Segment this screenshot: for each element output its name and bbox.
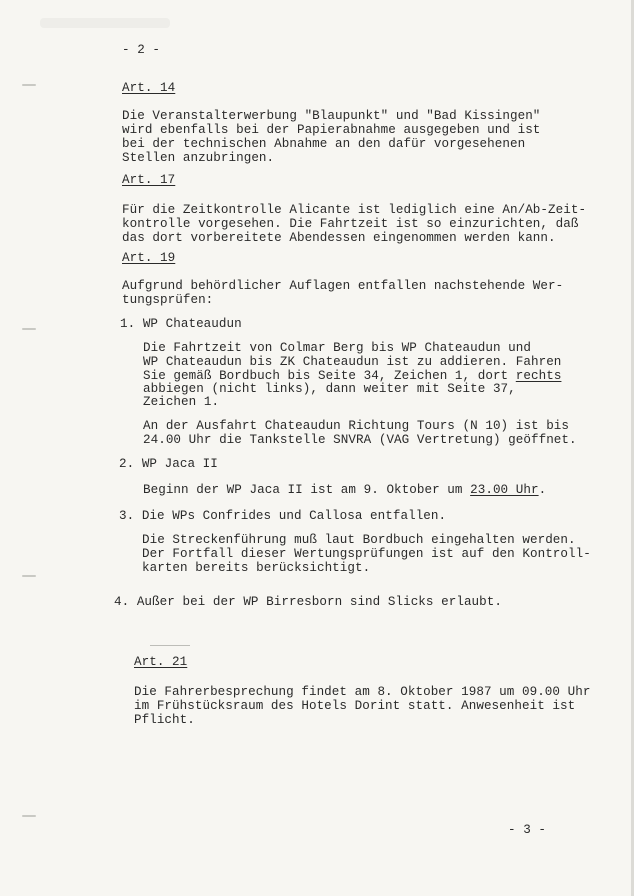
punch-mark (22, 575, 36, 577)
art19-item2-title: 2. WP Jaca II (119, 457, 218, 471)
art19-intro-line: tungsprüfen: (122, 293, 214, 307)
art14-line: Die Veranstalterwerbung "Blaupunkt" und "Bad Kissingen" (122, 109, 541, 123)
art21-line: Pflicht. (134, 713, 195, 727)
art19-item2-time: 23.00 Uhr (470, 483, 539, 497)
punch-mark (22, 84, 36, 86)
art19-item1-rechts: rechts (515, 369, 562, 383)
art19-item3-line: Der Fortfall dieser Wertungsprüfungen ist auf den Kontroll- (142, 547, 591, 561)
art17-line: das dort vorbereitete Abendessen eingenommen werden kann. (122, 231, 556, 245)
art19-item2-text: Beginn der WP Jaca II ist am 9. Oktober um (143, 483, 471, 497)
art19-item2-period: . (538, 483, 547, 497)
page-number-bottom: - 3 - (508, 823, 547, 837)
art17-line: kontrolle vorgesehen. Die Fahrtzeit ist so einzurichten, daß (122, 217, 579, 231)
art19-item3-title: 3. Die WPs Confrides und Callosa entfallen. (119, 509, 447, 523)
page-number-top: - 2 - (122, 43, 161, 57)
art14-line: bei der technischen Abnahme an den dafür vorgesehenen (122, 137, 526, 151)
art19-item4-title: 4. Außer bei der WP Birresborn sind Slicks erlaubt. (114, 595, 502, 609)
art17-heading: Art. 17 (122, 173, 176, 187)
art21-line: Die Fahrerbesprechung findet am 8. Oktober 1987 um 09.00 Uhr (134, 685, 591, 699)
art21-line: im Frühstücksraum des Hotels Dorint statt. Anwesenheit ist (134, 699, 576, 713)
scan-smudge (40, 18, 170, 28)
art19-item1-line: 24.00 Uhr die Tankstelle SNVRA (VAG Vertretung) geöffnet. (143, 433, 577, 447)
art19-heading: Art. 19 (122, 251, 176, 265)
art21-heading: Art. 21 (134, 655, 188, 669)
punch-mark (22, 815, 36, 817)
art19-item1-line: abbiegen (nicht links), dann weiter mit Seite 37, (143, 382, 516, 396)
art17-line: Für die Zeitkontrolle Alicante ist lediglich eine An/Ab-Zeit- (122, 203, 587, 217)
art19-intro-line: Aufgrund behördlicher Auflagen entfallen nachstehende Wer- (122, 279, 564, 293)
art19-item1-line: Zeichen 1. (143, 395, 220, 409)
art19-item3-line: karten bereits berücksichtigt. (142, 561, 371, 575)
art19-item3-line: Die Streckenführung muß laut Bordbuch eingehalten werden. (142, 533, 576, 547)
art19-item1-line: WP Chateaudun bis ZK Chateaudun ist zu addieren. Fahren (143, 355, 562, 369)
art14-line: wird ebenfalls bei der Papierabnahme ausgegeben und ist (122, 123, 541, 137)
art19-item1-title: 1. WP Chateaudun (120, 317, 242, 331)
art14-heading: Art. 14 (122, 81, 176, 95)
art19-item1-line: An der Ausfahrt Chateaudun Richtung Tours (N 10) ist bis (143, 419, 570, 433)
punch-mark (22, 328, 36, 330)
art19-item1-line3-text: Sie gemäß Bordbuch bis Seite 34, Zeichen 1, dort (143, 369, 516, 383)
scan-artifact (150, 645, 190, 646)
art19-item2-line (143, 484, 546, 497)
art19-item1-line: Die Fahrtzeit von Colmar Berg bis WP Chateaudun und (143, 341, 531, 355)
art14-line: Stellen anzubringen. (122, 151, 275, 165)
